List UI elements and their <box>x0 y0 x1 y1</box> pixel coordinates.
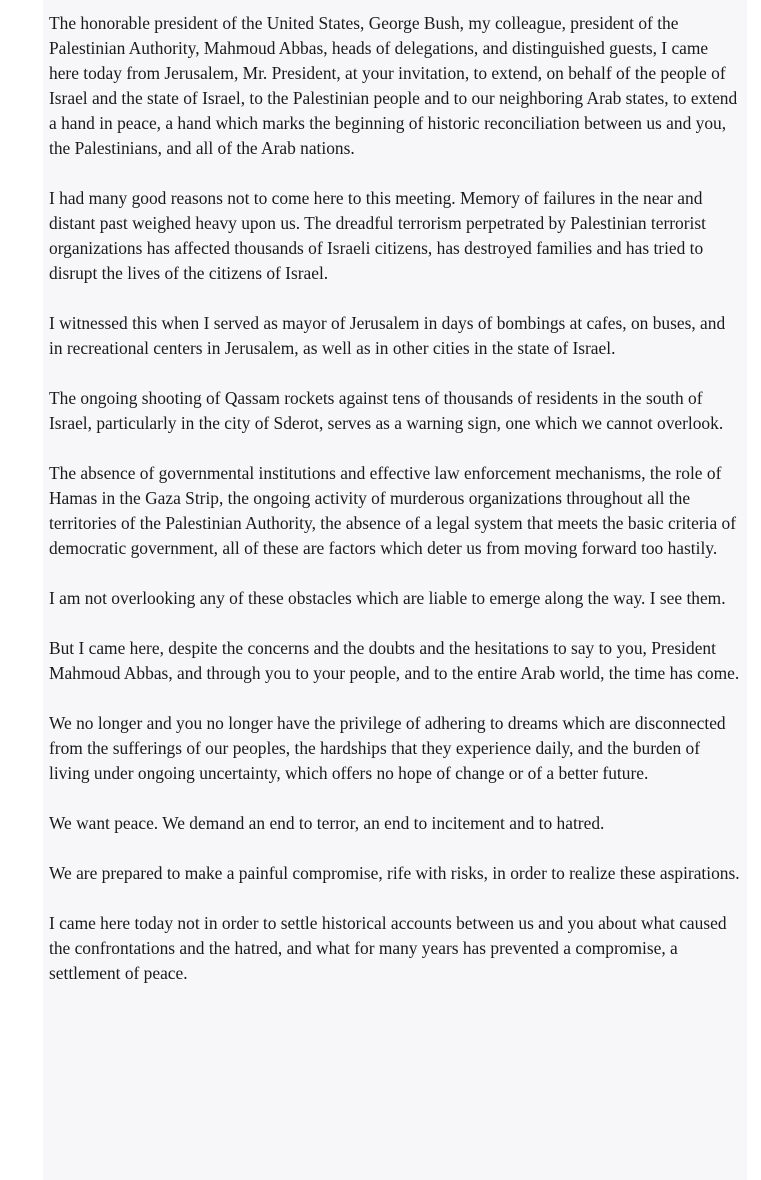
paragraph-1: The honorable president of the United States, George Bush, my colleague, president of the Palestinian Authority, Mahmoud Abbas, heads of delegations, and distinguished guests, I came here today from Jerusalem, Mr. President, at your invitation, to extend, on behalf of the people of Israel and the state of Israel, to the Palestinian people and to our neighboring Arab states, to extend a hand in peace, a hand which marks the beginning of historic reconciliation between us and you, the Palestinians, and all of the Arab nations. <box>49 13 738 158</box>
paragraph-6: I am not overlooking any of these obstacles which are liable to emerge along the way. I see them. <box>49 588 726 608</box>
paragraph-10: We are prepared to make a painful compromise, rife with risks, in order to realize these aspirations. <box>49 863 740 883</box>
speech-article <box>43 0 747 1180</box>
paragraph-7: But I came here, despite the concerns and the doubts and the hesitations to say to you, President Mahmoud Abbas, and through you to your people, and to the entire Arab world, the time has come. <box>49 638 740 683</box>
paragraph-5: The absence of governmental institutions and effective law enforcement mechanisms, the role of Hamas in the Gaza Strip, the ongoing activity of murderous organizations throughout all the territories of the Palestinian Authority, the absence of a legal system that meets the basic criteria of democratic government, all of these are factors which deter us from moving forward too hastily. <box>49 463 737 558</box>
paragraph-3: I witnessed this when I served as mayor of Jerusalem in days of bombings at cafes, on buses, and in recreational centers in Jerusalem, as well as in other cities in the state of Israel. <box>49 313 726 358</box>
paragraph-9: We want peace. We demand an end to terror, an end to incitement and to hatred. <box>49 813 605 833</box>
paragraph-4: The ongoing shooting of Qassam rockets against tens of thousands of residents in the south of Israel, particularly in the city of Sderot, serves as a warning sign, one which we cannot overlook. <box>49 388 724 433</box>
paragraph-8: We no longer and you no longer have the privilege of adhering to dreams which are disconnected from the sufferings of our peoples, the hardships that they experience daily, and the burden of living under ongoing uncertainty, which offers no hope of change or of a better future. <box>49 713 726 783</box>
paragraph-2: I had many good reasons not to come here to this meeting. Memory of failures in the near and distant past weighed heavy upon us. The dreadful terrorism perpetrated by Palestinian terrorist organizations has affected thousands of Israeli citizens, has destroyed families and has tried to disrupt the lives of the citizens of Israel. <box>49 188 706 283</box>
paragraph-11: I came here today not in order to settle historical accounts between us and you about what caused the confrontations and the hatred, and what for many years has prevented a compromise, a settlement of peace. <box>49 913 727 983</box>
